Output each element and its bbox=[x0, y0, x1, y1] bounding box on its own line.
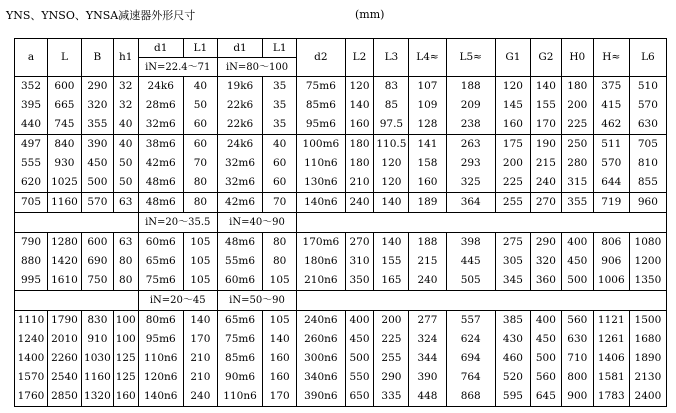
cell-d2: 140n6 bbox=[297, 193, 345, 213]
cell-L4: 141 158 160 bbox=[409, 135, 446, 193]
cell-L4: 277 324 344 390 448 bbox=[409, 311, 446, 407]
cell-H: 806 906 1006 bbox=[593, 233, 629, 291]
cell-H0: 355 bbox=[561, 193, 593, 213]
header-L1-left: L1 bbox=[183, 39, 217, 58]
speed-ratio-label-right: iN=80～100 bbox=[217, 58, 296, 77]
cell-h1: 63 bbox=[113, 193, 138, 213]
header-d1-left: d1 bbox=[138, 39, 183, 58]
cell-G1: 255 bbox=[495, 193, 530, 213]
cell-L3: 140 155 165 bbox=[374, 233, 409, 291]
cell-L1-right: 80 80 105 bbox=[263, 233, 297, 291]
cell-L2: 240 bbox=[345, 193, 374, 213]
header-L1-right: L1 bbox=[263, 39, 297, 58]
cell-h1: 63 80 80 bbox=[113, 233, 138, 291]
cell-L2: 270 310 350 bbox=[345, 233, 374, 291]
dimension-table bbox=[14, 38, 667, 407]
cell-L5: 398 445 505 bbox=[446, 233, 495, 291]
cell-a: 497 555 620 bbox=[15, 135, 48, 193]
cell-d1-left: 48m6 bbox=[138, 193, 183, 213]
cell-L: 840 930 1025 bbox=[47, 135, 81, 193]
header-d2: d2 bbox=[297, 39, 345, 77]
cell-L1-right: 35 35 35 bbox=[263, 77, 297, 135]
cell-G1: 275 305 345 bbox=[495, 233, 530, 291]
header-a: a bbox=[15, 39, 48, 77]
cell-L: 1790 2010 2260 2540 2850 bbox=[47, 311, 81, 407]
cell-L3: 200 225 255 290 335 bbox=[374, 311, 409, 407]
cell-d1-right: 65m6 75m6 85m6 90m6 110n6 bbox=[217, 311, 262, 407]
cell-L3: 140 bbox=[374, 193, 409, 213]
speed-ratio-label-left: iN=20～35.5 bbox=[138, 213, 217, 233]
blank-cell bbox=[15, 213, 139, 233]
cell-G1: 385 430 460 520 595 bbox=[495, 311, 530, 407]
speed-ratio-label-right: iN=50～90 bbox=[217, 291, 296, 311]
cell-L6: 510 570 630 bbox=[629, 77, 666, 135]
cell-B: 600 690 750 bbox=[81, 233, 113, 291]
cell-L: 600 665 745 bbox=[47, 77, 81, 135]
cell-G2: 290 320 360 bbox=[530, 233, 561, 291]
unit-label: (mm) bbox=[355, 8, 385, 21]
cell-a: 790 880 995 bbox=[15, 233, 48, 291]
cell-h1: 100 100 125 125 160 bbox=[113, 311, 138, 407]
cell-L1-right: 40 60 60 bbox=[263, 135, 297, 193]
speed-ratio-row bbox=[15, 291, 667, 311]
cell-h1: 32 32 40 bbox=[113, 77, 138, 135]
header-h1: h1 bbox=[113, 39, 138, 77]
header-d1-right: d1 bbox=[217, 39, 262, 58]
cell-L5: 263 293 325 bbox=[446, 135, 495, 193]
cell-L3: 110.5 120 120 bbox=[374, 135, 409, 193]
header-B: B bbox=[81, 39, 113, 77]
cell-L4: 188 215 240 bbox=[409, 233, 446, 291]
speed-ratio-label-right: iN=40～90 bbox=[217, 213, 296, 233]
header-row-top bbox=[15, 39, 667, 58]
cell-L4: 107 109 128 bbox=[409, 77, 446, 135]
cell-d1-right: 24k6 32m6 32m6 bbox=[217, 135, 262, 193]
cell-d1-right: 48m6 55m6 60m6 bbox=[217, 233, 262, 291]
cell-a: 705 bbox=[15, 193, 48, 213]
cell-a: 1110 1240 1400 1570 1760 bbox=[15, 311, 48, 407]
cell-L1-right: 70 bbox=[263, 193, 297, 213]
header-L6: L6 bbox=[629, 39, 666, 77]
speed-ratio-row bbox=[15, 213, 667, 233]
cell-L3: 83 85 97.5 bbox=[374, 77, 409, 135]
cell-B: 570 bbox=[81, 193, 113, 213]
header-G2: G2 bbox=[530, 39, 561, 77]
header-H: H≈ bbox=[593, 39, 629, 77]
cell-L4: 189 bbox=[409, 193, 446, 213]
cell-d2: 100m6 110n6 130n6 bbox=[297, 135, 345, 193]
speed-ratio-label-left: iN=22.4～71 bbox=[138, 58, 217, 77]
speed-ratio-label-left: iN=20～45 bbox=[138, 291, 217, 311]
header-L4: L4≈ bbox=[409, 39, 446, 77]
header-L5: L5≈ bbox=[446, 39, 495, 77]
cell-L5: 188 209 238 bbox=[446, 77, 495, 135]
cell-L: 1280 1420 1610 bbox=[47, 233, 81, 291]
cell-L5: 557 624 694 764 868 bbox=[446, 311, 495, 407]
cell-d1-left: 24k6 28m6 32m6 bbox=[138, 77, 183, 135]
cell-d1-right: 19k6 22k6 22k6 bbox=[217, 77, 262, 135]
blank-cell bbox=[297, 213, 667, 233]
cell-d1-left: 38m6 42m6 48m6 bbox=[138, 135, 183, 193]
cell-L: 1160 bbox=[47, 193, 81, 213]
header-G1: G1 bbox=[495, 39, 530, 77]
cell-d2: 75m6 85m6 95m6 bbox=[297, 77, 345, 135]
cell-L2: 120 140 160 bbox=[345, 77, 374, 135]
cell-L1-left: 40 50 60 bbox=[183, 77, 217, 135]
cell-d1-right: 42m6 bbox=[217, 193, 262, 213]
cell-G2: 190 215 240 bbox=[530, 135, 561, 193]
cell-G2: 140 155 170 bbox=[530, 77, 561, 135]
cell-H: 719 bbox=[593, 193, 629, 213]
cell-d2: 240n6 260n6 300n6 340n6 390n6 bbox=[297, 311, 345, 407]
cell-L1-left: 60 70 80 bbox=[183, 135, 217, 193]
table-row bbox=[15, 233, 667, 291]
header-L: L bbox=[47, 39, 81, 77]
cell-L1-left: 80 bbox=[183, 193, 217, 213]
header-L3: L3 bbox=[374, 39, 409, 77]
blank-cell bbox=[15, 291, 139, 311]
cell-H0: 250 280 315 bbox=[561, 135, 593, 193]
cell-L1-right: 105 140 160 160 170 bbox=[263, 311, 297, 407]
cell-G2: 270 bbox=[530, 193, 561, 213]
cell-H: 375 415 462 bbox=[593, 77, 629, 135]
cell-d2: 170m6 180n6 210n6 bbox=[297, 233, 345, 291]
cell-L5: 364 bbox=[446, 193, 495, 213]
cell-H0: 560 630 710 800 900 bbox=[561, 311, 593, 407]
cell-G1: 175 200 225 bbox=[495, 135, 530, 193]
cell-a: 352 395 440 bbox=[15, 77, 48, 135]
header-H0: H0 bbox=[561, 39, 593, 77]
cell-L1-left: 140 170 210 210 240 bbox=[183, 311, 217, 407]
table-row bbox=[15, 135, 667, 193]
cell-L1-left: 105 105 105 bbox=[183, 233, 217, 291]
cell-B: 390 450 500 bbox=[81, 135, 113, 193]
cell-L6: 705 810 855 bbox=[629, 135, 666, 193]
cell-B: 830 910 1030 1160 1320 bbox=[81, 311, 113, 407]
cell-G2: 400 450 500 560 645 bbox=[530, 311, 561, 407]
cell-L6: 1080 1200 1350 bbox=[629, 233, 666, 291]
cell-L6: 960 bbox=[629, 193, 666, 213]
blank-cell bbox=[297, 291, 667, 311]
cell-G1: 120 145 160 bbox=[495, 77, 530, 135]
cell-L2: 400 450 500 550 650 bbox=[345, 311, 374, 407]
cell-L2: 180 180 210 bbox=[345, 135, 374, 193]
cell-B: 290 320 355 bbox=[81, 77, 113, 135]
cell-H: 1121 1261 1406 1581 1783 bbox=[593, 311, 629, 407]
cell-d1-left: 60m6 65m6 75m6 bbox=[138, 233, 183, 291]
table-row bbox=[15, 311, 667, 407]
cell-H0: 400 450 500 bbox=[561, 233, 593, 291]
cell-d1-left: 80m6 95m6 110n6 120n6 140n6 bbox=[138, 311, 183, 407]
cell-H: 511 570 644 bbox=[593, 135, 629, 193]
cell-h1: 40 50 50 bbox=[113, 135, 138, 193]
cell-L6: 1500 1680 1890 2130 2400 bbox=[629, 311, 666, 407]
cell-H0: 180 200 225 bbox=[561, 77, 593, 135]
table-row bbox=[15, 193, 667, 213]
table-row bbox=[15, 77, 667, 135]
header-L2: L2 bbox=[345, 39, 374, 77]
document-title: YNS、YNSO、YNSA减速器外形尺寸 bbox=[6, 9, 196, 22]
